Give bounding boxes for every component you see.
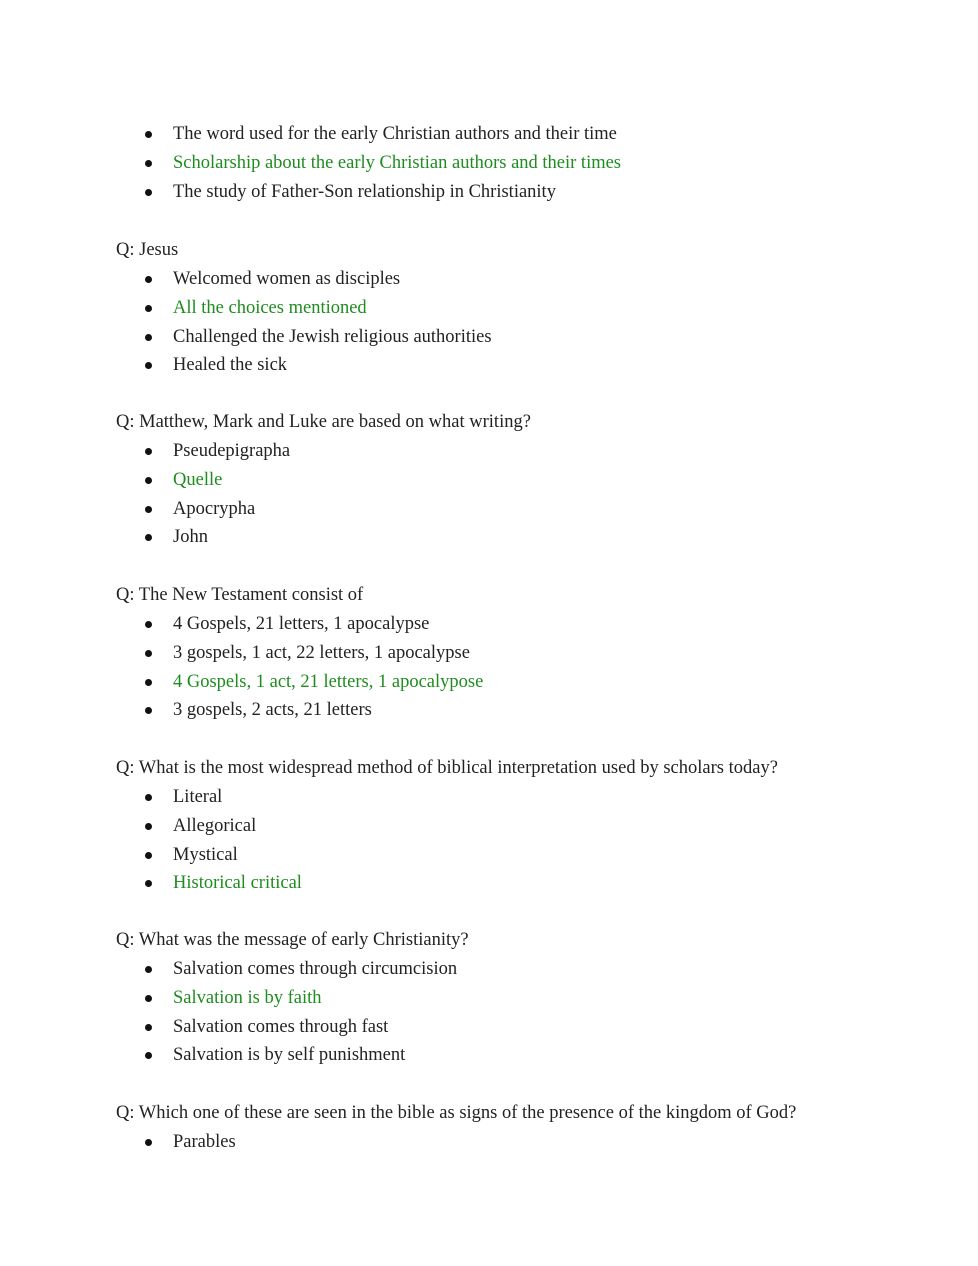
option-item-correct [116,149,621,178]
option-item-correct [116,668,483,697]
option-item [116,495,531,524]
option-text: Salvation is by self punishment [173,1045,406,1066]
question-text: Q: The New Testament consist of [116,585,364,605]
bullet-icon [144,178,154,207]
option-item-correct [116,984,469,1013]
question-block-2 [116,408,531,552]
option-text: Allegorical [173,815,257,836]
option-item-correct [116,869,778,898]
bullet-icon [144,265,154,294]
options-list [116,265,492,380]
bullet-icon [144,120,154,149]
question-text: Q: Matthew, Mark and Luke are based on what writing? [116,412,531,432]
bullet-icon [144,668,154,697]
option-item [116,351,492,380]
option-item-correct [116,294,492,323]
option-text: The study of Father-Son relationship in Christianity [173,181,556,202]
question-block-0 [116,120,621,206]
option-text: Scholarship about the early Christian authors and their times [173,152,622,173]
option-text: The word used for the early Christian authors and their time [173,124,617,144]
bullet-icon [144,869,154,898]
option-item [116,265,492,294]
question-text: Q: What was the message of early Christianity? [116,930,469,950]
bullet-icon [144,812,154,841]
options-list [116,437,531,552]
bullet-icon [144,323,154,352]
option-item [116,1013,469,1042]
bullet-icon [144,639,154,668]
option-item [116,437,531,466]
bullet-icon [144,1128,154,1157]
question-block-5 [116,926,469,1070]
bullet-icon [144,610,154,639]
question-text: Q: What is the most widespread method of biblical interpretation used by scholars today? [116,758,778,778]
option-item [116,639,483,668]
option-text: Literal [173,787,223,807]
bullet-icon [144,783,154,812]
bullet-icon [144,466,154,495]
option-text: 4 Gospels, 21 letters, 1 apocalypse [173,614,430,634]
option-text: Welcomed women as disciples [173,269,401,289]
option-item [116,523,531,552]
option-text: Mystical [173,844,238,865]
options-list [116,1128,796,1157]
bullet-icon [144,696,154,725]
option-text: Salvation is by faith [173,987,322,1008]
bullet-icon [144,1013,154,1042]
question-text: Q: Jesus [116,240,179,260]
option-text: Challenged the Jewish religious authorities [173,326,492,347]
option-item-correct [116,466,531,495]
question-text: Q: Which one of these are seen in the bible as signs of the presence of the kingdom of God? [116,1103,797,1123]
question-block-3 [116,581,483,725]
option-item [116,1128,796,1157]
option-text: 3 gospels, 1 act, 22 letters, 1 apocalypse [173,642,470,663]
option-item [116,178,621,207]
option-item [116,841,778,870]
question-block-4 [116,754,778,898]
question-block-6 [116,1099,796,1157]
option-text: All the choices mentioned [173,297,367,318]
options-list [116,783,778,898]
option-text: Quelle [173,469,223,490]
option-text: John [173,527,208,548]
options-list [116,120,621,206]
option-item [116,783,778,812]
option-item [116,120,621,149]
option-item [116,610,483,639]
option-item [116,955,469,984]
bullet-icon [144,955,154,984]
bullet-icon [144,841,154,870]
option-text: Pseudepigrapha [173,441,291,461]
option-text: Apocrypha [173,498,256,519]
bullet-icon [144,294,154,323]
options-list [116,610,483,725]
bullet-icon [144,1041,154,1070]
bullet-icon [144,437,154,466]
option-text: Historical critical [173,873,302,894]
question-block-1 [116,236,492,380]
option-text: Healed the sick [173,355,288,376]
bullet-icon [144,149,154,178]
option-text: Salvation comes through fast [173,1016,389,1037]
option-text: 4 Gospels, 1 act, 21 letters, 1 apocalypose [173,671,484,692]
option-item [116,696,483,725]
option-item [116,323,492,352]
bullet-icon [144,984,154,1013]
options-list [116,955,469,1070]
bullet-icon [144,351,154,380]
option-text: 3 gospels, 2 acts, 21 letters [173,700,372,721]
bullet-icon [144,523,154,552]
option-text: Salvation comes through circumcision [173,959,458,979]
option-item [116,812,778,841]
option-item [116,1041,469,1070]
bullet-icon [144,495,154,524]
option-text: Parables [173,1132,236,1152]
